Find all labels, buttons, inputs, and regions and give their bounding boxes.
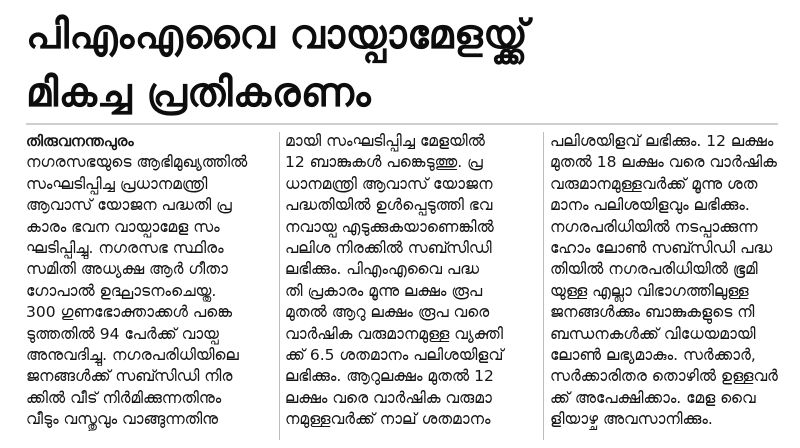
body-line: മുതൽ 18 ലക്ഷം വരെ വാർഷിക	[550, 153, 777, 172]
article-column-3	[550, 131, 782, 431]
body-line: ബന്ധനകൾക്ക് വിധേയമായി	[550, 324, 756, 343]
body-line: പലിശ നിരക്കിൽ സബ്സിഡി	[285, 239, 492, 258]
body-line: 12 ബാങ്കുകൾ പങ്കെടുത്തു. പ്ര	[285, 153, 483, 172]
body-line: സമിതി അധ്യക്ഷ ആർ ഗീതാ	[26, 260, 228, 279]
body-line: അനുവദിച്ചു. നഗരപരിധിയിലെ	[26, 346, 239, 365]
headline-line-1: പിഎംഎവൈ വായ്പാമേളയ്ക്ക്	[26, 12, 529, 58]
body-line: ലഭിക്കും. പിഎംഎവൈ പദ്ധ	[285, 260, 480, 279]
body-line: മാനം പലിശയിളവും ലഭിക്കും.	[550, 196, 750, 215]
body-line: ക്ക് അപേക്ഷിക്കാം. മേള വൈ	[550, 388, 756, 407]
column-divider	[279, 132, 280, 440]
body-line: നമുള്ളവർക്ക് നാല് ശതമാനം	[285, 410, 491, 429]
body-line: ഹോം ലോൺ സബ്സിഡി പദ്ധ	[550, 239, 773, 258]
body-line: നവായ്പ എടുക്കുകയാണെങ്കിൽ	[285, 217, 494, 236]
body-line: ഘടിപ്പിച്ചു. നഗരസഭ സ്ഥിരം	[26, 239, 224, 258]
body-line: ളിയാഴ്ച അവസാനിക്കും.	[550, 410, 713, 429]
body-line: സംഘടിപ്പിച്ച പ്രധാനമന്ത്രി	[26, 174, 208, 193]
headline-rule	[26, 123, 778, 125]
article-column-2	[285, 131, 535, 431]
article-column-1	[26, 131, 274, 431]
dateline: തിരുവനന്തപുരം	[26, 132, 134, 150]
body-line: മായി സംഘടിപ്പിച്ച മേളയിൽ	[285, 132, 485, 150]
body-line: വരുമാനമുള്ളവർക്ക് മൂന്നു ശത	[550, 174, 758, 193]
body-line: യുള്ള എല്ലാ വിഭാഗത്തിലുള്ള	[550, 281, 749, 300]
body-line: പലിശയിളവ് ലഭിക്കും. 12 ലക്ഷം	[550, 132, 774, 150]
body-line: ലഭിക്കും. ആറുലക്ഷം മുതൽ 12	[285, 367, 494, 386]
body-line: മുതൽ ആറു ലക്ഷം രൂപ വരെ	[285, 303, 490, 322]
body-line: ടുത്തതിൽ 94 പേർക്ക് വായ്പ	[26, 324, 219, 343]
body-line: വീടും വസ്തുവും വാങ്ങുന്നതിനു	[26, 410, 219, 429]
body-line: നഗരപരിധിയിൽ നടപ്പാക്കുന്ന	[550, 217, 758, 236]
body-line: ധാനമന്ത്രി ആവാസ് യോജന	[285, 174, 493, 193]
body-line: വാർഷിക വരുമാനമുള്ള വ്യക്തി	[285, 324, 503, 343]
body-line: ജനങ്ങൾക്കും ബാങ്കുകളുടെ നി	[550, 303, 755, 322]
body-line: ക്ക് 6.5 ശതമാനം പലിശയിളവ്	[285, 346, 504, 365]
body-line: നഗരസഭയുടെ ആഭിമുഖ്യത്തിൽ	[26, 153, 248, 172]
body-line: ആവാസ് യോജന പദ്ധതി പ്ര	[26, 196, 232, 215]
headline-line-2: മികച്ച പ്രതികരണം	[26, 70, 372, 116]
body-line: 300 ഗുണഭോക്താക്കൾ പങ്കെ	[26, 303, 233, 322]
body-line: ക്കിൽ വീട് നിർമിക്കുന്നതിനും	[26, 388, 222, 407]
headline	[26, 6, 786, 122]
body-line: തിയിൽ നഗരപരിധിയിൽ ഭൂമി	[550, 260, 758, 279]
body-line: ഗോപാൽ ഉദ്ഘാടനംചെയ്തു.	[26, 281, 217, 300]
column-divider	[543, 132, 544, 440]
body-line: കാരം ഭവന വായ്പാമേള സം	[26, 217, 220, 236]
body-line: ജനങ്ങൾക്ക് സബ്സിഡി നിര	[26, 367, 233, 386]
body-line: സർക്കാരിതര തൊഴിൽ ഉള്ളവർ	[550, 367, 778, 386]
body-line: ലക്ഷം വരെ വാർഷിക വരുമാ	[285, 388, 492, 407]
body-line: പദ്ധതിയിൽ ഉൾപ്പെടുത്തി ഭവ	[285, 196, 493, 215]
body-line: തി പ്രകാരം മൂന്നു ലക്ഷം രൂപ	[285, 281, 483, 300]
body-line: ലോൺ ലഭ്യമാകും. സർക്കാർ,	[550, 346, 756, 365]
